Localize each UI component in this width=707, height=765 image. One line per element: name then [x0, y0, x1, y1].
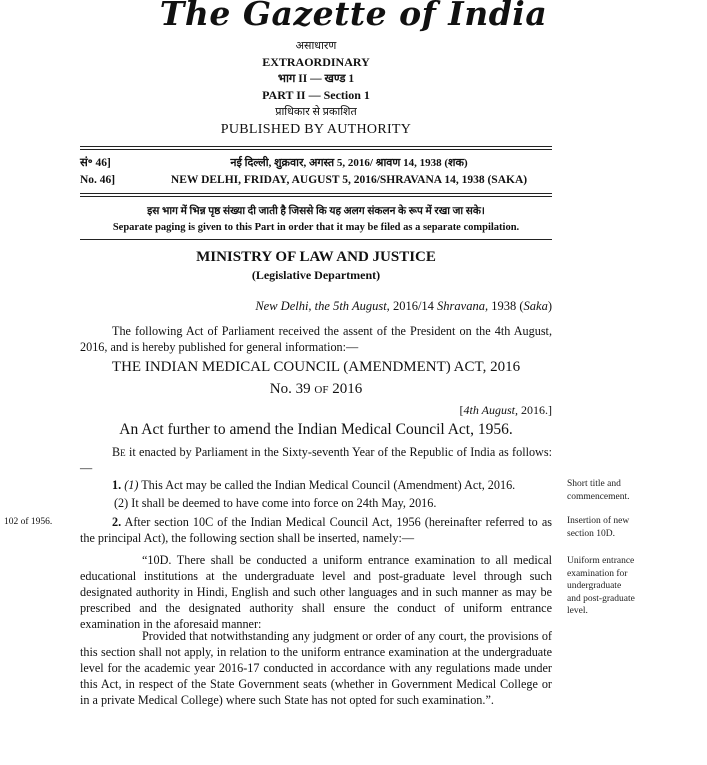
- paging-note-english: Separate paging is given to this Part in order that it may be filed as a separate compilation.: [112, 222, 520, 233]
- header-rule: [80, 146, 552, 150]
- issue-date-hindi: नई दिल्ली, शुक्रवार, अगस्त 5, 2016/ श्रावण 14, 1938 (शक): [230, 157, 468, 169]
- act-title: THE INDIAN MEDICAL COUNCIL (AMENDMENT) ACT, 2016: [111, 359, 521, 375]
- section-1: 1. (1) This Act may be called the Indian Medical Council (Amendment) Act, 2016.: [112, 478, 516, 492]
- issue-number-hindi: सं॰ 46]: [80, 157, 111, 169]
- act-number: No. 39 of 2016: [269, 381, 363, 397]
- paging-note-hindi: इस भाग में भिन्न पृष्ठ संख्या दी जाती है जिससे कि यह अलग संकलन के रूप में रखा जा सके।: [147, 206, 485, 217]
- act-long-title: An Act further to amend the Indian Medical Council Act, 1956.: [119, 421, 513, 438]
- authority-english: PUBLISHED BY AUTHORITY: [220, 122, 412, 137]
- authority-hindi: प्राधिकार से प्रकाशित: [275, 106, 357, 118]
- issue-rule: [80, 193, 552, 197]
- section-2: 2. After section 10C of the Indian Medical Council Act, 1956 (hereinafter referred to as the principal Act), the following section shall be inserted, namely:—: [80, 515, 552, 545]
- margin-note-short-title: Short title and commencement.: [567, 479, 630, 502]
- department-name: (Legislative Department): [251, 268, 381, 282]
- margin-note-uniform: Uniform entrance examination for undergraduate and post-graduate level.: [567, 556, 635, 616]
- margin-reference: 102 of 1956.: [4, 517, 53, 527]
- extraordinary-english: EXTRAORDINARY: [262, 55, 370, 69]
- dateline: New Delhi, the 5th August, 2016/14 Shravana, 1938 (Saka): [255, 299, 552, 313]
- proviso: Provided that notwithstanding any judgment or order of any court, the provisions of this section shall not apply, in relation to the uniform entrance examination at the undergraduate level for the academic year 2016-17 conducted in accordance with any regulations made under this Act, in respect of the State Government seats (whether in Government Medical College or in a private Medical College) where such State has not opted for such examination.”.: [80, 629, 552, 707]
- section-1-2: (2) It shall be deemed to have come into force on 24th May, 2016.: [114, 496, 437, 510]
- part-english: PART II — Section 1: [262, 88, 370, 102]
- margin-note-insertion: Insertion of new section 10D.: [567, 516, 630, 539]
- gazette-masthead: The Gazette of India: [159, 0, 548, 33]
- part-hindi: भाग II — खण्ड 1: [277, 73, 355, 85]
- issue-number-english: No. 46]: [80, 174, 116, 186]
- extraordinary-hindi: असाधारण: [295, 40, 337, 52]
- section-10d: “10D. There shall be conducted a uniform entrance examination to all medical educational institutions at the undergraduate level and post-graduate level through such designated authority in Hindi, English and such other languages and in such manner as may be prescribed and the designated authority shall ensure the conduct of uniform entrance examination in the aforesaid manner:: [80, 553, 552, 631]
- assent-date: [4th August, 2016.]: [459, 403, 552, 417]
- intro-paragraph: The following Act of Parliament received the assent of the President on the 4th August, 2016, and is hereby published for general information:—: [80, 324, 552, 354]
- ministry-name: MINISTRY OF LAW AND JUSTICE: [196, 249, 436, 265]
- enacting-formula: Be it enacted by Parliament in the Sixty-seventh Year of the Republic of India as follows:—: [80, 445, 552, 475]
- paging-rule: [80, 239, 552, 240]
- issue-date-english: NEW DELHI, FRIDAY, AUGUST 5, 2016/SHRAVANA 14, 1938 (SAKA): [170, 174, 528, 186]
